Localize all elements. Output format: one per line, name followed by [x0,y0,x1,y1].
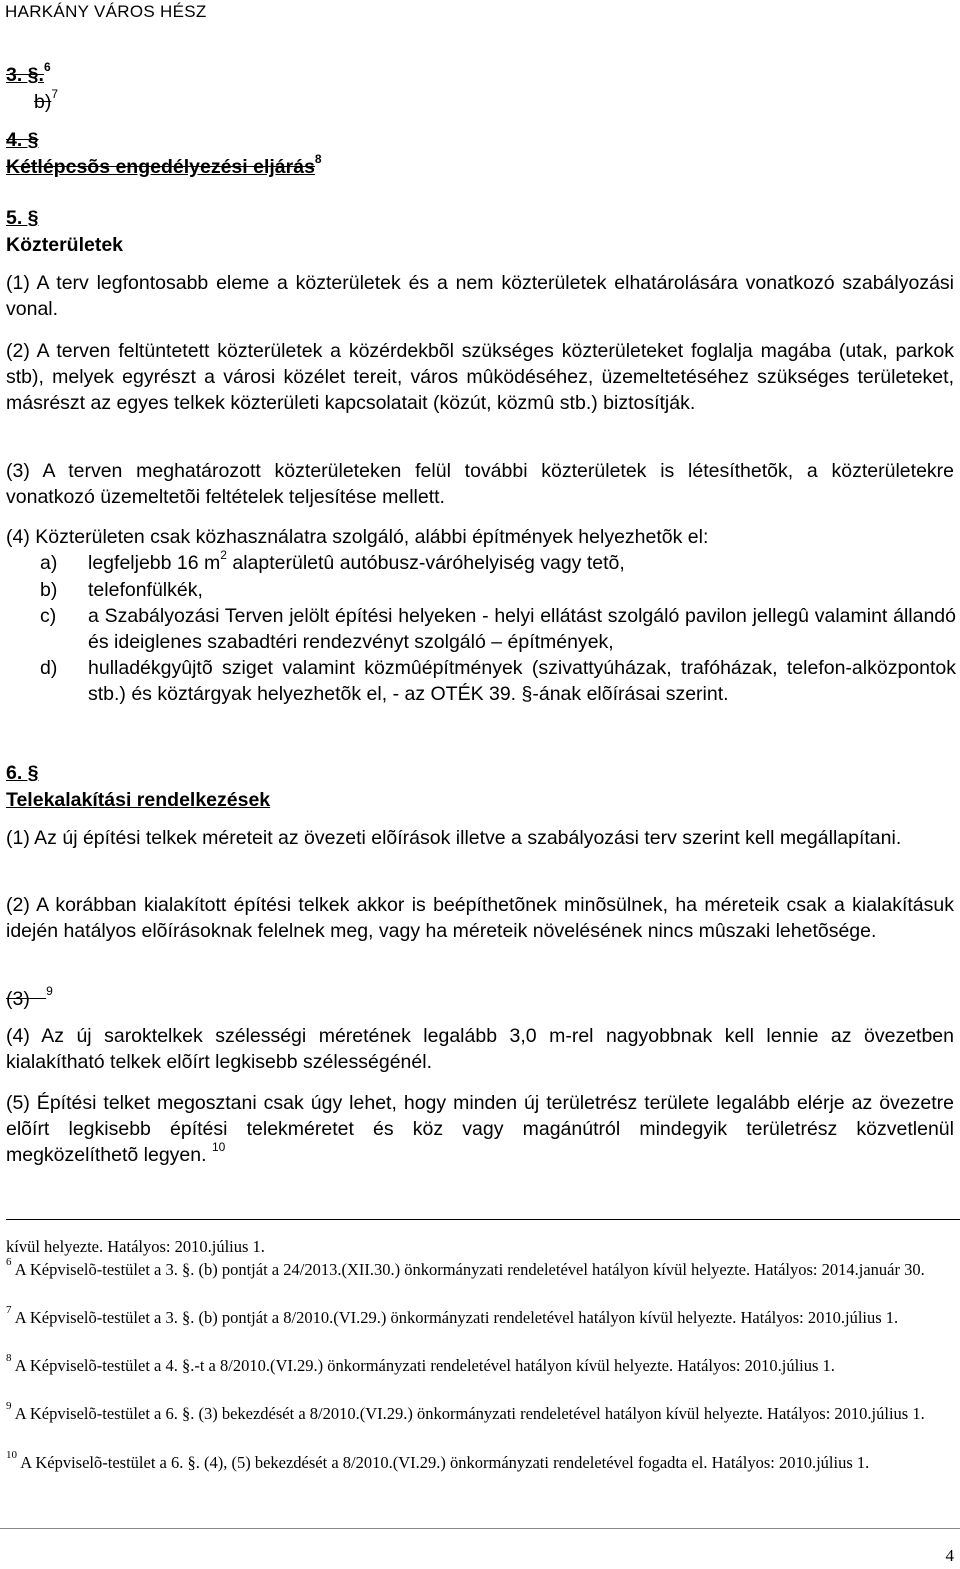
section-4-heading: 4. § [6,129,39,151]
footnote-8: $^8$ A Képviselõ-testület a 4. §.-t a 8/2010.(VI.29.) önkormányzati rendeletével hatályon kívül helyezte. Hatályos: 2010.július 1. [6,1351,835,1375]
section-6-paragraph-2: (2) A korábban kialakított építési telkek akkor is beépíthetõnek minõsülnek, ha méreteik csak a kialakításuk idején hatályos elõírásoknak felelnek meg, vagy ha méreteik növelésének nincs mûszaki lehetõsége. [6,894,954,942]
footnote-ref-7[interactable]: 7 [51,86,59,101]
section-5-paragraph-1: (1) A terv legfontosabb eleme a közterületek és a nem közterületek elhatárolására vonatkozó szabályozási vonal. [6,272,954,320]
list-item-d: d) hulladékgyûjtõ sziget valamint közmûépítmények (szivattyúházak, trafóházak, telefon-alközpontok stb.) és köztárgyak helyezhetõk el, - az OTÉK 39. §-ának elõírásai szerint. [40,657,956,705]
page-number: 4 [945,1546,954,1565]
section-6-title: Telekalakítási rendelkezések [6,789,271,811]
section-6-paragraph-4: (4) Az új saroktelkek szélességi méretének legalább 3,0 m-rel nagyobbnak kell lennie az övezetben kialakítható telkek elõírt legkisebb szélességénél. [6,1025,954,1073]
section-3-heading: 3. §.$^6$ [6,59,51,86]
footnote-ref-6[interactable]: 6 [43,59,51,74]
section-4-title: Kétlépcsõs engedélyezési eljárás$^8$ [6,151,322,178]
footnote-ref-10[interactable]: 10 [211,1139,226,1154]
list-item-b: b) telefonfülkék, [40,579,203,601]
section-3-item-b: b)$^7$ [34,86,59,113]
section-5-paragraph-3: (3) A terven meghatározott közterületeken felül további közterületek is létesíthetõk, a közterületekre vonatkozó üzemeltetõi feltételek teljesítése mellett. [6,460,954,508]
section-6-paragraph-1: (1) Az új építési telkek méreteit az övezeti elõírások illetve a szabályozási terv szerint kell megállapítani. [6,827,902,849]
page-footer-rule [0,1528,960,1529]
footnote-ref-9[interactable]: 9 [46,983,53,998]
list-item-c: c) a Szabályozási Terven jelölt építési helyeken - helyi ellátást szolgáló pavilon jellegû valamint állandó és ideiglenes szabadtéri rendezvényt szolgáló – építmények, [40,605,956,653]
section-5-paragraph-4: (4) Közterületen csak közhasználatra szolgáló, alábbi építmények helyezhetõk el: [6,526,709,548]
footnote-6: $^6$ A Képviselõ-testület a 3. §. (b) pontját a 24/2013.(XII.30.) önkormányzati rendeletével hatályon kívül helyezte. Hatályos: 2014.január 30. [6,1255,925,1279]
running-header: HARKÁNY VÁROS HÉSZ [5,2,207,21]
section-5-paragraph-2: (2) A terven feltüntetett közterületek a közérdekbõl szükséges közterületeket foglalja magába (utak, parkok stb), melyek egyrészt a városi közélet tereit, város mûködéséhez, üzemeltetéséhez szükséges területeket, másrészt az egyes telkek közterületi kapcsolatait (közút, közmû stb.) biztosítják. [6,340,954,414]
section-5-heading: 5. § [6,207,39,229]
footnote-7: $^7$ A Képviselõ-testület a 3. §. (b) pontját a 8/2010.(VI.29.) önkormányzati rendeletével hatályon kívül helyezte. Hatályos: 2010.július 1. [6,1303,899,1327]
section-6-heading: 6. § [6,762,39,784]
list-item-a: a) legfeljebb 16 $m^2$ alapterületû autóbusz-váróhelyiség vagy tetõ, [40,547,625,574]
footnote-ref-8[interactable]: 8 [314,151,322,166]
section-5-title: Közterületek [6,234,124,256]
footnote-separator [6,1219,960,1220]
section-6-paragraph-3: (3) $^9$ [6,983,53,1010]
footnote-9: $^9$ A Képviselõ-testület a 6. §. (3) bekezdését a 8/2010.(VI.29.) önkormányzati rendeletével hatályon kívül helyezte. Hatályos: 2010.július 1. [6,1399,925,1423]
section-6-paragraph-5: (5) Építési telket megosztani csak úgy lehet, hogy minden új területrész területe legalább elérje az övezetre elõírt legkisebb építési telekméretet és köz vagy magánútról mindegyik területrész közvetlenül megközelíthetõ legyen. $^{10}$ [6,1092,954,1166]
footnote-continued: kívül helyezte. Hatályos: 2010.július 1. [6,1237,265,1256]
footnote-10: $^{10}$ A Képviselõ-testület a 6. §. (4), (5) bekezdését a 8/2010.(VI.29.) önkormányzati rendeletével fogadta el. Hatályos: 2010.július 1. [6,1448,870,1472]
